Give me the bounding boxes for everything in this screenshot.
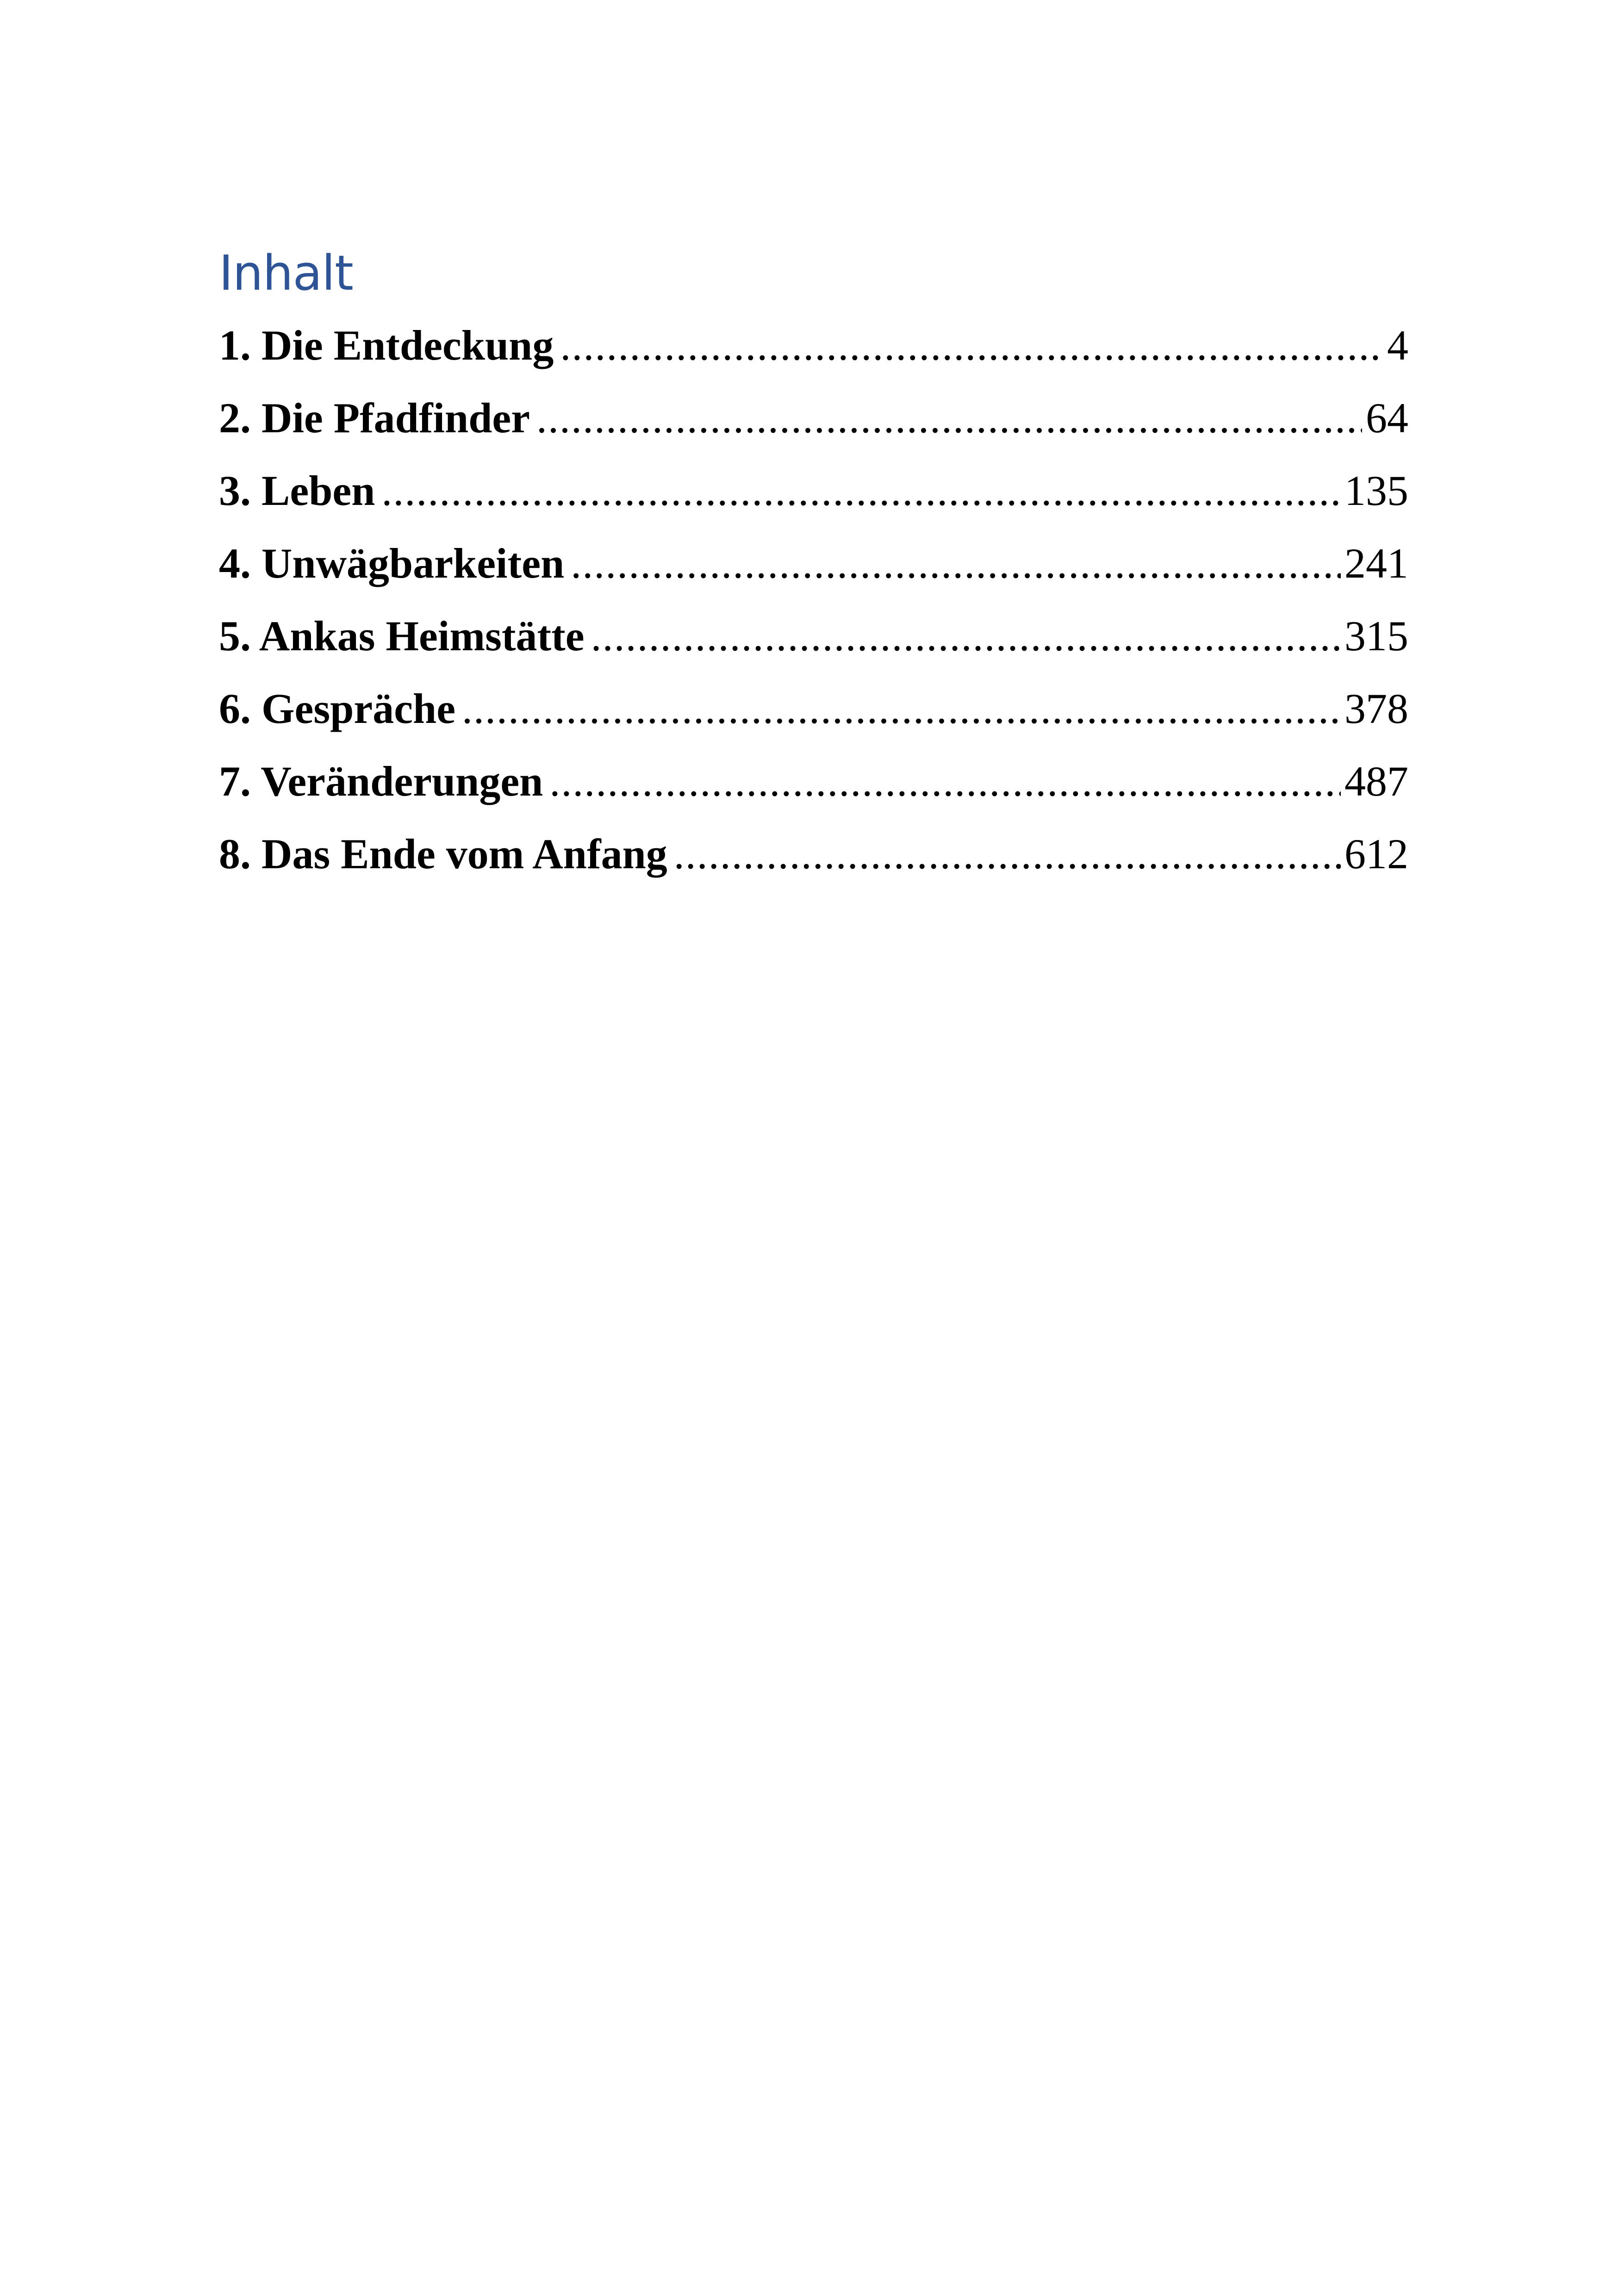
toc-entry-title: 1. Die Entdeckung — [219, 322, 554, 369]
toc-list — [219, 309, 1408, 890]
toc-entry[interactable] — [219, 818, 1408, 890]
toc-dot-leader — [536, 382, 1362, 454]
toc-entry[interactable] — [219, 309, 1408, 382]
table-of-contents — [219, 241, 1408, 890]
toc-entry-title: 3. Leben — [219, 467, 375, 514]
toc-entry-title: 5. Ankas Heimstätte — [219, 612, 585, 660]
toc-dot-leader — [560, 309, 1383, 382]
toc-entry-page: 315 — [1344, 612, 1408, 660]
toc-entry-title: 4. Unwägbarkeiten — [219, 540, 565, 587]
toc-entry-page: 64 — [1366, 394, 1408, 442]
toc-dot-leader — [571, 527, 1341, 600]
toc-entry-page: 4 — [1387, 322, 1408, 369]
toc-dot-leader — [549, 745, 1341, 818]
toc-entry-page: 241 — [1344, 540, 1408, 587]
toc-entry-page: 378 — [1344, 685, 1408, 732]
toc-entry[interactable] — [219, 745, 1408, 818]
toc-entry[interactable] — [219, 454, 1408, 527]
toc-entry-title: 7. Veränderungen — [219, 758, 543, 805]
toc-dot-leader — [591, 600, 1341, 672]
toc-entry-page: 135 — [1344, 467, 1408, 514]
toc-entry[interactable] — [219, 382, 1408, 454]
toc-entry-title: 6. Gespräche — [219, 685, 456, 732]
toc-entry-title: 8. Das Ende vom Anfang — [219, 830, 667, 877]
toc-entry[interactable] — [219, 600, 1408, 672]
toc-entry[interactable] — [219, 672, 1408, 745]
toc-dot-leader — [462, 672, 1341, 745]
toc-heading: Inhalt — [219, 245, 353, 301]
toc-entry-page: 612 — [1344, 830, 1408, 877]
toc-dot-leader — [381, 454, 1341, 527]
toc-entry[interactable] — [219, 527, 1408, 600]
toc-entry-title: 2. Die Pfadfinder — [219, 394, 530, 442]
toc-dot-leader — [674, 818, 1341, 890]
toc-entry-page: 487 — [1344, 758, 1408, 805]
